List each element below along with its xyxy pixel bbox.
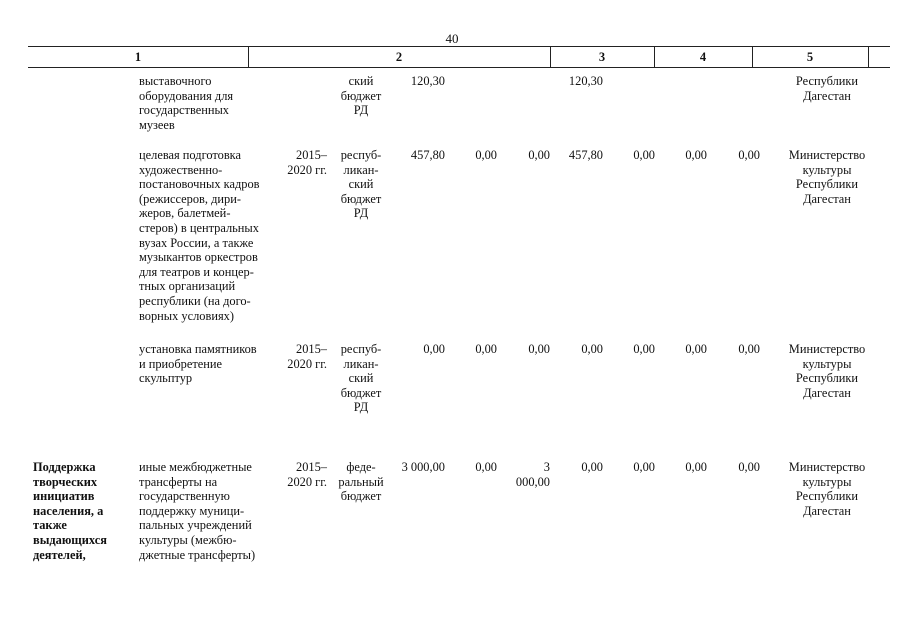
row-period: 2015– 2020 гг. [287,342,327,371]
row-funding-source: ский бюджет РД [340,74,382,118]
row-value-year: 0,00 [475,148,497,162]
row-value-year: 0,00 [633,460,655,474]
row-period: 2015– 2020 гг. [287,460,327,489]
header-col-4: 4 [699,50,707,64]
row-value-year: 0,00 [685,148,707,162]
header-col-2: 2 [395,50,403,64]
row-executor: Министерство культуры Республики Дагестан [788,460,866,518]
row-value-year: 0,00 [475,342,497,356]
row-description: установка памятников и приобретение скульптур [139,342,257,386]
row-value-year: 0,00 [528,148,550,162]
row-value-total: 120,30 [410,74,445,88]
row-value-total: 3 000,00 [401,460,445,474]
row-funding-source: феде- ральный бюджет [338,460,384,504]
row-description: целевая подготовка художественно- постановочных кадров (режиссеров, дири- жеров, балетмей- стеров) в центральных вузах России, а также музыкантов оркестров для театров и концер- тных организаций республики (на дого- ворных условиях) [139,148,260,323]
row-value-year: 457,80 [568,148,603,162]
row-value-year: 120,30 [568,74,603,88]
row-description: иные межбюджетные трансферты на государственную поддержку муници- пальных учреждений культуры (межбю- джетные трансферты) [139,460,256,562]
row-funding-source: респуб- ликан- ский бюджет РД [340,342,382,415]
row-executor: Министерство культуры Республики Дагестан [788,148,866,206]
row-value-total: 457,80 [410,148,445,162]
row-value-year: 0,00 [581,342,603,356]
row-value-year: 0,00 [685,460,707,474]
row-value-year: 0,00 [685,342,707,356]
row-value-year: 0,00 [633,148,655,162]
row-executor: Министерство культуры Республики Дагестан [788,342,866,400]
row-value-year: 0,00 [738,342,760,356]
page-number: 40 [445,31,459,46]
row-value-year: 0,00 [738,148,760,162]
row-value-year: 0,00 [633,342,655,356]
header-col-1: 1 [134,50,142,64]
header-col-3: 3 [598,50,606,64]
row-value-year: 0,00 [738,460,760,474]
row-value-year: 0,00 [581,460,603,474]
row-section-title: Поддержка творческих инициатив населения, а также выдающихся деятелей, [33,460,107,562]
row-value-year: 0,00 [475,460,497,474]
row-value-year: 0,00 [528,342,550,356]
row-funding-source: респуб- ликан- ский бюджет РД [340,148,382,221]
header-divider [868,47,869,67]
row-value-year: 3 000,00 [515,460,550,489]
row-value-total: 0,00 [423,342,445,356]
header-col-5: 5 [806,50,814,64]
table-header-row [28,46,890,68]
row-period: 2015– 2020 гг. [287,148,327,177]
row-executor: Республики Дагестан [795,74,859,103]
row-description: выставочного оборудования для государственных музеев [139,74,234,132]
